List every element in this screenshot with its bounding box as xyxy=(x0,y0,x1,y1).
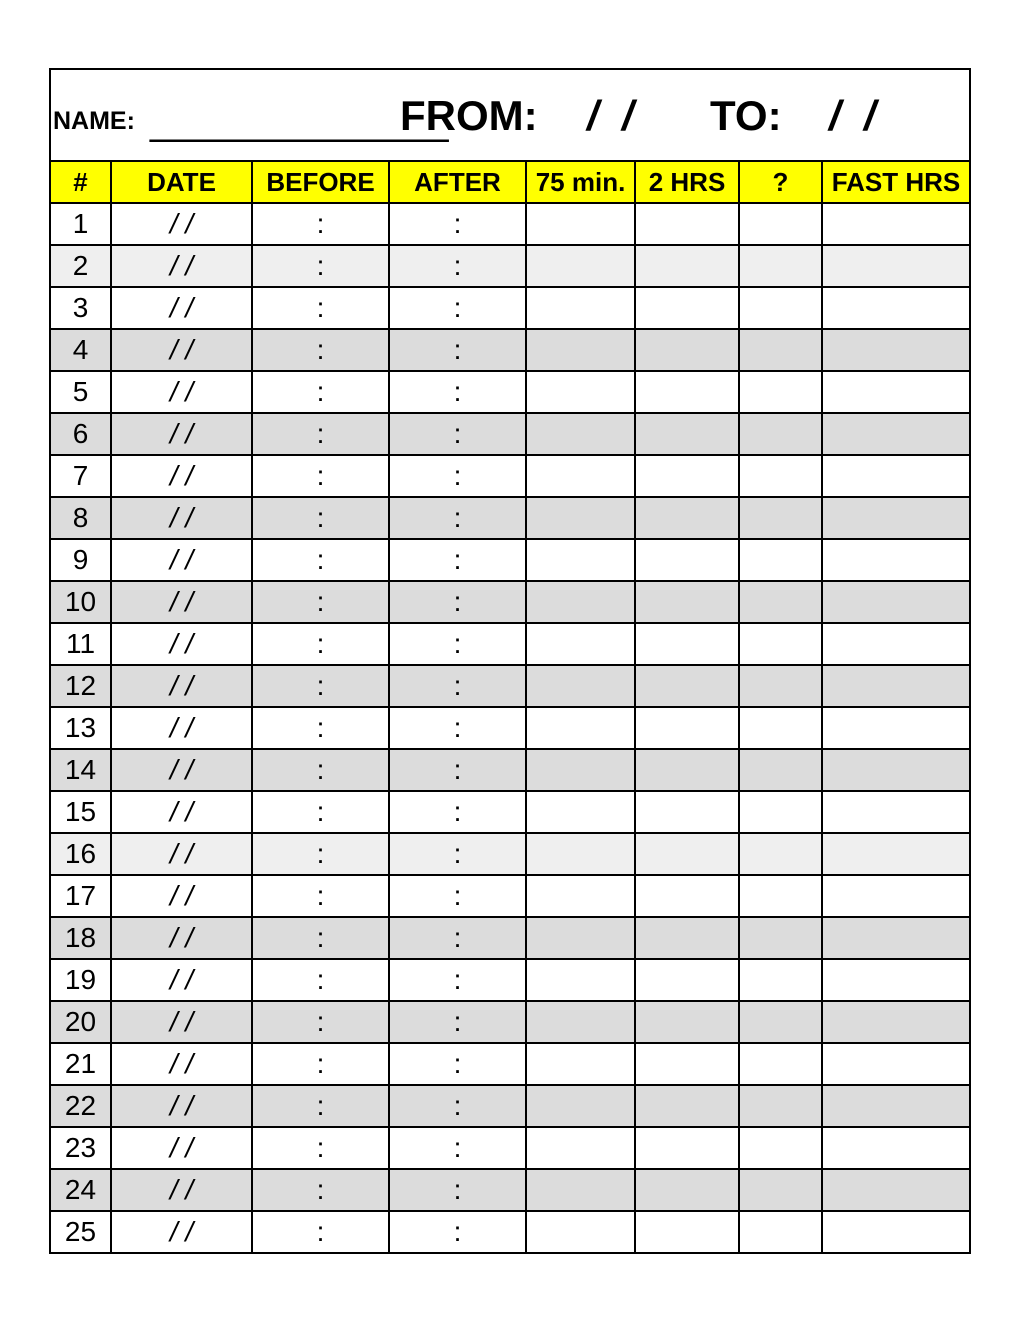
question-cell[interactable] xyxy=(739,875,822,917)
75-min-cell[interactable] xyxy=(526,581,635,623)
fast-hrs-cell[interactable] xyxy=(822,371,969,413)
75-min-cell[interactable] xyxy=(526,245,635,287)
question-cell[interactable] xyxy=(739,749,822,791)
before-time-cell[interactable]: : xyxy=(252,1211,389,1252)
row-number: 17 xyxy=(51,875,111,917)
75-min-cell[interactable] xyxy=(526,749,635,791)
after-time-cell[interactable]: : xyxy=(389,539,526,581)
table-row xyxy=(51,1043,969,1085)
2-hrs-cell[interactable] xyxy=(635,1043,739,1085)
column-header-after: AFTER xyxy=(389,162,526,203)
question-cell[interactable] xyxy=(739,203,822,245)
table-row xyxy=(51,749,969,791)
fast-hrs-cell[interactable] xyxy=(822,581,969,623)
date-cell[interactable]: / / xyxy=(111,287,252,329)
after-time-cell[interactable]: : xyxy=(389,413,526,455)
75-min-cell[interactable] xyxy=(526,707,635,749)
2-hrs-cell[interactable] xyxy=(635,749,739,791)
2-hrs-cell[interactable] xyxy=(635,1085,739,1127)
date-cell[interactable]: / / xyxy=(111,1169,252,1211)
2-hrs-cell[interactable] xyxy=(635,455,739,497)
question-cell[interactable] xyxy=(739,1001,822,1043)
fast-hrs-cell[interactable] xyxy=(822,1211,969,1252)
date-cell[interactable]: / / xyxy=(111,959,252,1001)
fast-hrs-cell[interactable] xyxy=(822,707,969,749)
75-min-cell[interactable] xyxy=(526,497,635,539)
2-hrs-cell[interactable] xyxy=(635,917,739,959)
row-number: 2 xyxy=(51,245,111,287)
2-hrs-cell[interactable] xyxy=(635,1001,739,1043)
before-time-cell[interactable]: : xyxy=(252,749,389,791)
row-number: 6 xyxy=(51,413,111,455)
fast-hrs-cell[interactable] xyxy=(822,497,969,539)
75-min-cell[interactable] xyxy=(526,203,635,245)
75-min-cell[interactable] xyxy=(526,833,635,875)
75-min-cell[interactable] xyxy=(526,623,635,665)
75-min-cell[interactable] xyxy=(526,287,635,329)
question-cell[interactable] xyxy=(739,917,822,959)
name-field-line[interactable]: ______________ xyxy=(150,99,448,143)
before-time-cell[interactable]: : xyxy=(252,581,389,623)
after-time-cell[interactable]: : xyxy=(389,581,526,623)
75-min-cell[interactable] xyxy=(526,329,635,371)
fast-hrs-cell[interactable] xyxy=(822,833,969,875)
after-time-cell[interactable]: : xyxy=(389,791,526,833)
column-header-date: DATE xyxy=(111,162,252,203)
before-time-cell[interactable]: : xyxy=(252,1001,389,1043)
75-min-cell[interactable] xyxy=(526,1085,635,1127)
75-min-cell[interactable] xyxy=(526,455,635,497)
row-number: 9 xyxy=(51,539,111,581)
table-row xyxy=(51,623,969,665)
before-time-cell[interactable]: : xyxy=(252,539,389,581)
fast-hrs-cell[interactable] xyxy=(822,329,969,371)
75-min-cell[interactable] xyxy=(526,917,635,959)
75-min-cell[interactable] xyxy=(526,791,635,833)
75-min-cell[interactable] xyxy=(526,875,635,917)
2-hrs-cell[interactable] xyxy=(635,371,739,413)
question-cell[interactable] xyxy=(739,329,822,371)
2-hrs-cell[interactable] xyxy=(635,707,739,749)
table-row xyxy=(51,875,969,917)
after-time-cell[interactable]: : xyxy=(389,833,526,875)
2-hrs-cell[interactable] xyxy=(635,665,739,707)
row-number: 7 xyxy=(51,455,111,497)
table-row xyxy=(51,833,969,875)
table-row xyxy=(51,1169,969,1211)
before-time-cell[interactable]: : xyxy=(252,203,389,245)
question-cell[interactable] xyxy=(739,665,822,707)
before-time-cell[interactable]: : xyxy=(252,497,389,539)
date-cell[interactable]: / / xyxy=(111,1127,252,1169)
question-cell[interactable] xyxy=(739,371,822,413)
date-cell[interactable]: / / xyxy=(111,203,252,245)
table-row xyxy=(51,581,969,623)
date-cell[interactable]: / / xyxy=(111,833,252,875)
date-cell[interactable]: / / xyxy=(111,329,252,371)
after-time-cell[interactable]: : xyxy=(389,1085,526,1127)
row-number: 15 xyxy=(51,791,111,833)
row-number: 18 xyxy=(51,917,111,959)
before-time-cell[interactable]: : xyxy=(252,1085,389,1127)
date-cell[interactable]: / / xyxy=(111,1043,252,1085)
2-hrs-cell[interactable] xyxy=(635,875,739,917)
date-cell[interactable]: / / xyxy=(111,581,252,623)
question-cell[interactable] xyxy=(739,245,822,287)
2-hrs-cell[interactable] xyxy=(635,287,739,329)
2-hrs-cell[interactable] xyxy=(635,1211,739,1252)
75-min-cell[interactable] xyxy=(526,1211,635,1252)
date-cell[interactable]: / / xyxy=(111,1211,252,1252)
fast-hrs-cell[interactable] xyxy=(822,791,969,833)
fasting-log-sheet xyxy=(49,68,971,1254)
row-number: 24 xyxy=(51,1169,111,1211)
2-hrs-cell[interactable] xyxy=(635,203,739,245)
before-time-cell[interactable]: : xyxy=(252,623,389,665)
fast-hrs-cell[interactable] xyxy=(822,539,969,581)
after-time-cell[interactable]: : xyxy=(389,497,526,539)
after-time-cell[interactable]: : xyxy=(389,875,526,917)
after-time-cell[interactable]: : xyxy=(389,623,526,665)
column-header-2-hrs: 2 HRS xyxy=(635,162,739,203)
after-time-cell[interactable]: : xyxy=(389,455,526,497)
row-number: 10 xyxy=(51,581,111,623)
fast-hrs-cell[interactable] xyxy=(822,455,969,497)
table-row xyxy=(51,413,969,455)
date-cell[interactable]: / / xyxy=(111,1085,252,1127)
date-cell[interactable]: / / xyxy=(111,245,252,287)
after-time-cell[interactable]: : xyxy=(389,1211,526,1252)
to-date-field[interactable]: / / xyxy=(829,92,876,139)
row-number: 16 xyxy=(51,833,111,875)
question-cell[interactable] xyxy=(739,1043,822,1085)
fast-hrs-cell[interactable] xyxy=(822,1001,969,1043)
question-cell[interactable] xyxy=(739,1211,822,1252)
2-hrs-cell[interactable] xyxy=(635,791,739,833)
before-time-cell[interactable]: : xyxy=(252,875,389,917)
column-header-fast-hrs: FAST HRS xyxy=(822,162,969,203)
table-row xyxy=(51,1001,969,1043)
question-cell[interactable] xyxy=(739,791,822,833)
before-time-cell[interactable]: : xyxy=(252,665,389,707)
table-row xyxy=(51,791,969,833)
table-row xyxy=(51,539,969,581)
after-time-cell[interactable]: : xyxy=(389,917,526,959)
row-number: 3 xyxy=(51,287,111,329)
before-time-cell[interactable]: : xyxy=(252,1043,389,1085)
date-cell[interactable]: / / xyxy=(111,791,252,833)
question-cell[interactable] xyxy=(739,455,822,497)
question-cell[interactable] xyxy=(739,287,822,329)
date-cell[interactable]: / / xyxy=(111,455,252,497)
before-time-cell[interactable]: : xyxy=(252,959,389,1001)
2-hrs-cell[interactable] xyxy=(635,581,739,623)
before-time-cell[interactable]: : xyxy=(252,791,389,833)
question-cell[interactable] xyxy=(739,539,822,581)
date-cell[interactable]: / / xyxy=(111,539,252,581)
2-hrs-cell[interactable] xyxy=(635,413,739,455)
fast-hrs-cell[interactable] xyxy=(822,1127,969,1169)
fast-hrs-cell[interactable] xyxy=(822,1169,969,1211)
2-hrs-cell[interactable] xyxy=(635,1127,739,1169)
fast-hrs-cell[interactable] xyxy=(822,959,969,1001)
fast-hrs-cell[interactable] xyxy=(822,1043,969,1085)
after-time-cell[interactable]: : xyxy=(389,371,526,413)
row-number: 8 xyxy=(51,497,111,539)
fast-hrs-cell[interactable] xyxy=(822,623,969,665)
fast-hrs-cell[interactable] xyxy=(822,749,969,791)
after-time-cell[interactable]: : xyxy=(389,959,526,1001)
column-header-number: # xyxy=(51,162,111,203)
2-hrs-cell[interactable] xyxy=(635,329,739,371)
question-cell[interactable] xyxy=(739,707,822,749)
date-cell[interactable]: / / xyxy=(111,371,252,413)
row-number: 5 xyxy=(51,371,111,413)
question-cell[interactable] xyxy=(739,581,822,623)
column-header-75-min: 75 min. xyxy=(526,162,635,203)
date-cell[interactable]: / / xyxy=(111,917,252,959)
2-hrs-cell[interactable] xyxy=(635,245,739,287)
row-number: 25 xyxy=(51,1211,111,1252)
after-time-cell[interactable]: : xyxy=(389,1043,526,1085)
fast-hrs-cell[interactable] xyxy=(822,665,969,707)
fast-hrs-cell[interactable] xyxy=(822,245,969,287)
column-header-question: ? xyxy=(739,162,822,203)
table-row xyxy=(51,959,969,1001)
75-min-cell[interactable] xyxy=(526,1001,635,1043)
after-time-cell[interactable]: : xyxy=(389,1169,526,1211)
after-time-cell[interactable]: : xyxy=(389,329,526,371)
after-time-cell[interactable]: : xyxy=(389,245,526,287)
after-time-cell[interactable]: : xyxy=(389,287,526,329)
before-time-cell[interactable]: : xyxy=(252,287,389,329)
after-time-cell[interactable]: : xyxy=(389,1001,526,1043)
75-min-cell[interactable] xyxy=(526,371,635,413)
date-cell[interactable]: / / xyxy=(111,413,252,455)
date-cell[interactable]: / / xyxy=(111,707,252,749)
table-row xyxy=(51,371,969,413)
question-cell[interactable] xyxy=(739,497,822,539)
row-number: 14 xyxy=(51,749,111,791)
after-time-cell[interactable]: : xyxy=(389,749,526,791)
question-cell[interactable] xyxy=(739,623,822,665)
table-row xyxy=(51,287,969,329)
question-cell[interactable] xyxy=(739,1085,822,1127)
date-cell[interactable]: / / xyxy=(111,749,252,791)
question-cell[interactable] xyxy=(739,1127,822,1169)
table-row xyxy=(51,707,969,749)
2-hrs-cell[interactable] xyxy=(635,959,739,1001)
2-hrs-cell[interactable] xyxy=(635,539,739,581)
before-time-cell[interactable]: : xyxy=(252,455,389,497)
table-row xyxy=(51,245,969,287)
fast-hrs-cell[interactable] xyxy=(822,917,969,959)
before-time-cell[interactable]: : xyxy=(252,1169,389,1211)
row-number: 19 xyxy=(51,959,111,1001)
before-time-cell[interactable]: : xyxy=(252,371,389,413)
date-cell[interactable]: / / xyxy=(111,623,252,665)
column-header-before: BEFORE xyxy=(252,162,389,203)
fast-hrs-cell[interactable] xyxy=(822,413,969,455)
date-cell[interactable]: / / xyxy=(111,875,252,917)
row-number: 21 xyxy=(51,1043,111,1085)
before-time-cell[interactable]: : xyxy=(252,413,389,455)
before-time-cell[interactable]: : xyxy=(252,329,389,371)
75-min-cell[interactable] xyxy=(526,1127,635,1169)
row-number: 23 xyxy=(51,1127,111,1169)
table-row xyxy=(51,1085,969,1127)
fast-hrs-cell[interactable] xyxy=(822,1085,969,1127)
after-time-cell[interactable]: : xyxy=(389,665,526,707)
before-time-cell[interactable]: : xyxy=(252,707,389,749)
2-hrs-cell[interactable] xyxy=(635,623,739,665)
table-row xyxy=(51,203,969,245)
75-min-cell[interactable] xyxy=(526,539,635,581)
table-row xyxy=(51,455,969,497)
question-cell[interactable] xyxy=(739,959,822,1001)
date-cell[interactable]: / / xyxy=(111,1001,252,1043)
from-label: FROM: xyxy=(400,92,538,139)
row-number: 12 xyxy=(51,665,111,707)
75-min-cell[interactable] xyxy=(526,1169,635,1211)
2-hrs-cell[interactable] xyxy=(635,833,739,875)
row-number: 20 xyxy=(51,1001,111,1043)
2-hrs-cell[interactable] xyxy=(635,497,739,539)
2-hrs-cell[interactable] xyxy=(635,1169,739,1211)
row-number: 13 xyxy=(51,707,111,749)
from-date-field[interactable]: / / xyxy=(587,92,634,139)
before-time-cell[interactable]: : xyxy=(252,833,389,875)
75-min-cell[interactable] xyxy=(526,959,635,1001)
date-cell[interactable]: / / xyxy=(111,665,252,707)
fast-hrs-cell[interactable] xyxy=(822,203,969,245)
row-number: 22 xyxy=(51,1085,111,1127)
question-cell[interactable] xyxy=(739,413,822,455)
fast-hrs-cell[interactable] xyxy=(822,875,969,917)
after-time-cell[interactable]: : xyxy=(389,707,526,749)
table-row xyxy=(51,1211,969,1252)
date-cell[interactable]: / / xyxy=(111,497,252,539)
after-time-cell[interactable]: : xyxy=(389,203,526,245)
name-label: NAME: xyxy=(53,107,135,135)
before-time-cell[interactable]: : xyxy=(252,245,389,287)
row-number: 4 xyxy=(51,329,111,371)
title-row xyxy=(51,70,969,162)
table-row xyxy=(51,665,969,707)
row-number: 1 xyxy=(51,203,111,245)
row-number: 11 xyxy=(51,623,111,665)
75-min-cell[interactable] xyxy=(526,413,635,455)
question-cell[interactable] xyxy=(739,833,822,875)
table-row xyxy=(51,329,969,371)
table-row xyxy=(51,497,969,539)
question-cell[interactable] xyxy=(739,1169,822,1211)
fast-hrs-cell[interactable] xyxy=(822,287,969,329)
log-table xyxy=(51,162,969,1252)
header-row xyxy=(51,162,969,203)
75-min-cell[interactable] xyxy=(526,1043,635,1085)
before-time-cell[interactable]: : xyxy=(252,917,389,959)
before-time-cell[interactable]: : xyxy=(252,1127,389,1169)
75-min-cell[interactable] xyxy=(526,665,635,707)
to-label: TO: xyxy=(710,92,782,139)
after-time-cell[interactable]: : xyxy=(389,1127,526,1169)
table-row xyxy=(51,1127,969,1169)
table-row xyxy=(51,917,969,959)
